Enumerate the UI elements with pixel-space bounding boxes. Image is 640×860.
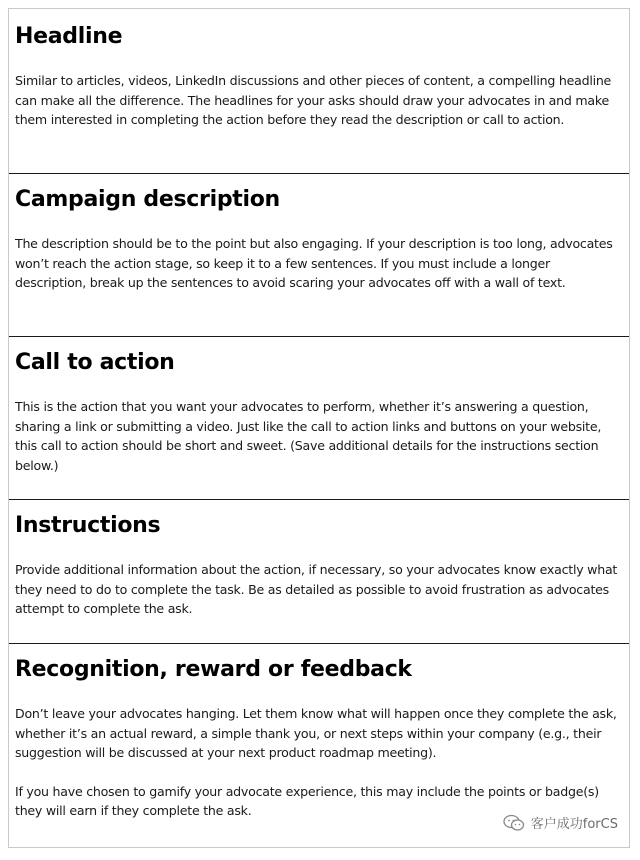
section-heading: Instructions [15,513,161,538]
wechat-icon [503,814,525,832]
section-campaign-description [9,173,629,336]
section-paragraph: Provide additional information about the action, if necessary, so your advocates know exactly what they need to do to complete the task. Be as detailed as possible to avoid frustration as advocates attempt to complete the ask. [15,562,618,617]
section-headline [9,11,629,173]
section-heading: Campaign description [15,187,280,212]
section-call-to-action [9,336,629,499]
section-heading: Headline [15,24,123,49]
watermark-text: 客户成功forCS [530,817,618,832]
section-paragraph: This is the action that you want your advocates to perform, whether it’s answering a question, sharing a link or submitting a video. Just like the call to action links and buttons on your website, this call to action should be short and sweet. (Save additional details for the instructions section below.) [15,399,602,473]
section-paragraph: Similar to articles, videos, LinkedIn discussions and other pieces of content, a compelling headline can make all the difference. The headlines for your asks should draw your advocates in and make them interested in completing the action before they read the description or call to action. [15,73,612,128]
section-paragraph: If you have chosen to gamify your advocate experience, this may include the points or badge(s) they will earn if they complete the ask. [15,783,599,819]
section-heading: Call to action [15,350,175,375]
watermark [503,813,618,832]
section-paragraph: The description should be to the point but also engaging. If your description is too long, advocates won’t reach the action stage, so keep it to a few sentences. If you must include a longer description, break up the sentences to avoid scaring your advocates off with a wall of text. [15,236,613,291]
section-heading: Recognition, reward or feedback [15,657,412,682]
section-paragraph: Don’t leave your advocates hanging. Let them know what will happen once they complete the ask, whether it’s an actual reward, a simple thank you, or next steps within your company (e.g., their suggestion will be discussed at your next product roadmap meeting). [15,706,617,761]
section-instructions [9,499,629,643]
